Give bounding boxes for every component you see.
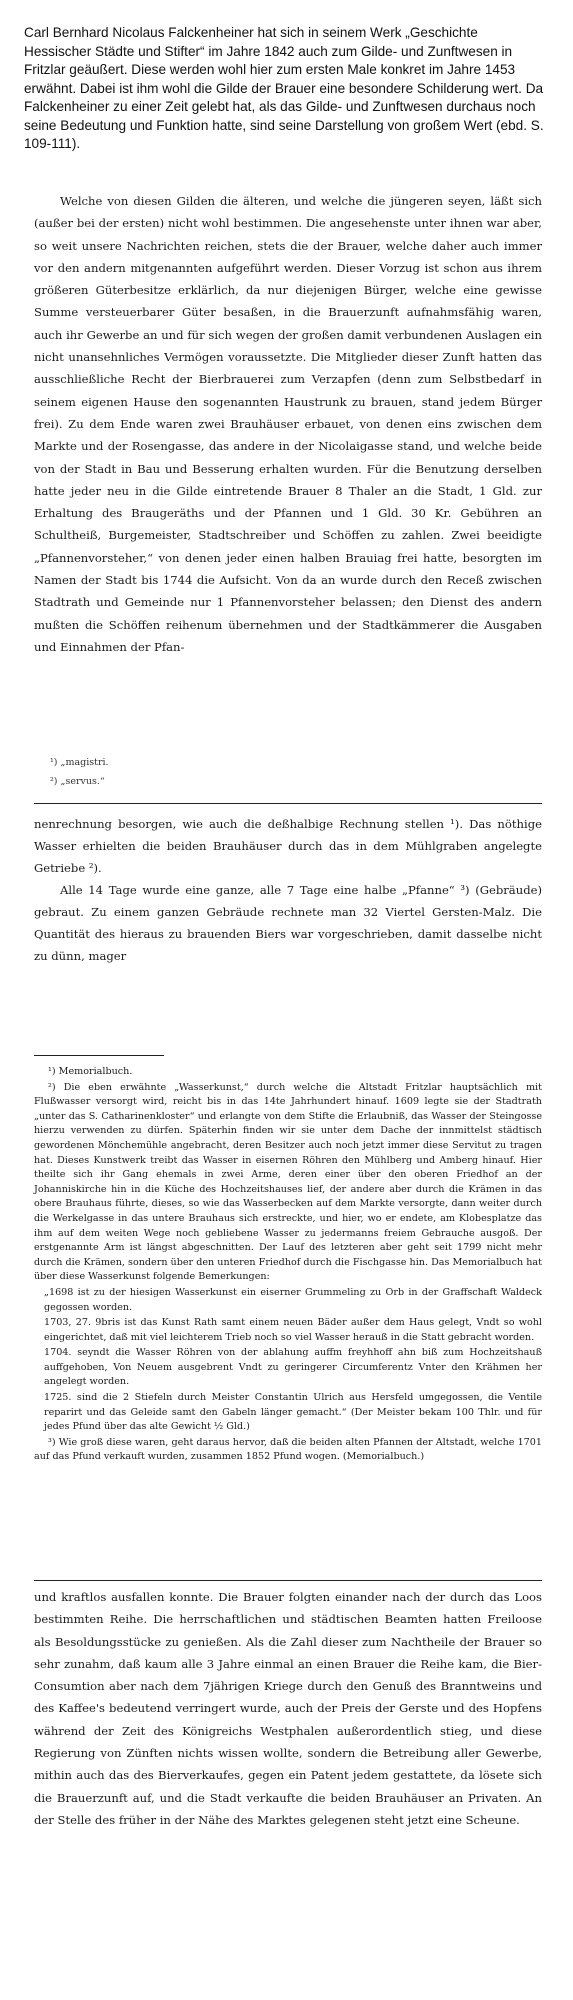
footnote-separator — [34, 1055, 164, 1056]
scan-separator-bottom — [34, 1580, 542, 1581]
scan-paragraph-brewing: Alle 14 Tage wurde eine ganze, alle 7 Tage eine halbe „Pfanne“ ³) (Gebräude) gebraut. Zu einem ganzen Gebräude rechnete man 32 Viertel Gersten-Malz. Die Quantität des hieraus zu brauenden Biers war vorgeschrieben, damit dasselbe nicht zu dünn, mager — [34, 883, 542, 963]
scan-excerpt-2 — [34, 813, 542, 967]
scan-footnote-magistri: ¹) „magistri. — [50, 757, 109, 768]
footnote-3: ³) Wie groß diese waren, geht daraus hervor, daß die beiden alten Pfannen der Altstadt, welche 1701 auf das Pfund verkauft wurden, zusammen 1852 Pfund wogen. (Memorialbuch.) — [34, 1436, 542, 1463]
intro-text — [24, 24, 544, 154]
footnote-1: ¹) Memorialbuch. — [48, 1066, 133, 1077]
scan-excerpt-3 — [34, 1586, 542, 1831]
scan-footnote-servus: ²) „servus.“ — [50, 776, 105, 787]
footnote-2: ²) Die eben erwähnte „Wasserkunst,“ durch welche die Altstadt Fritzlar hauptsächlich mit Flußwasser versorgt wird, reicht bis in das 14te Jahrhundert hinauf. 1609 legte sie der Stadtrath „unter das S. Catharinenkloster“ und erlangte von dem Stifte die Erlaubniß, das Wasser der Steingosse hierzu verwenden zu dürfen. Späterhin finden wir sie unter dem Dache der innmittelst städtisch gewordenen Mönchemühle angebracht, deren Besitzer auch noch jetzt immer diese Servitut zu tragen hat. Dieses Kunstwerk treibt das Wasser in eisernen Röhren den Mühlberg und Amberg hinauf. Hier theilte sich ihr Gang ehemals in zwei Arme, deren einer über den oberen Friedhof an der Johanniskirche hin in die Küche des Hochzeitshauses lief, der andere aber durch die Krämen in das obere Brauhaus führte, dieses, so wie das Wasserbecken auf dem Markte versorgte, dann weiter durch die Werkelgasse in das untere Brauhaus sich erstreckte, und hier, wo er endete, am Klobesplatze das ihm auf dem weiten Wege noch gebliebene Wasser zu jedermanns freiem Gebrauche ausgoß. Der erstgenannte Arm ist längst abgeschnitten. Der Lauf des letzteren aber geht seit 1799 nicht mehr durch die Krämen, sondern über den unteren Friedhof durch die Fischgasse hin. Das Memorialbuch hat über diese Wasserkunst folgende Bemerkungen: — [34, 1081, 542, 1283]
footnote-quote-1703: 1703, 27. 9bris ist das Kunst Rath samt einem neuen Bäder außer dem Haus gelegt, Vndt so wohl eingerichtet, daß mit viel leichterem Trieb noch so viel Wasser herauß in die Statt gebracht worden. — [44, 1317, 542, 1343]
scan-paragraph-decline: und kraftlos ausfallen konnte. Die Brauer folgten einander nach der durch das Loos bestimmten Reihe. Die herrschaftlichen und städtischen Beamten hatten Freiloose als Besoldungsstücke zu genießen. Als die Zahl dieser zum Nachtheile der Brauer so sehr zunahm, daß kaum alle 3 Jahre einmal an einen Brauer die Reihe kam, die Bier-Consumtion aber nach dem 7jährigen Kriege durch den Genuß des Branntweins und des Kaffee's bedeutend verringert wurde, auch der Preis der Gerste und des Hopfens während der Zeit des Königreichs Westphalen außerordentlich stieg, und diese Regierung von Zünften nichts wissen wollte, sondern die Betreibung aller Gewerbe, mithin auch das des Bierverkaufes, gegen ein Patent jedem gestattete, da lösete sich die Brauerzunft auf, und die Stadt verkaufte die beiden Brauhäuser an Privaten. An der Stelle des früher in der Nähe des Marktes gelegenen steht jetzt eine Scheune. — [34, 1590, 542, 1827]
scan-excerpt-1 — [34, 190, 542, 658]
footnote-quote-1698: „1698 ist zu der hiesigen Wasserkunst ein eiserner Grummeling zu Orb in der Graffschaft Waldeck gegossen worden. — [44, 1286, 542, 1313]
scan-footnotes — [34, 1065, 542, 1466]
footnote-quote-1725: 1725. sind die 2 Stiefeln durch Meister Constantin Ulrich aus Hersfeld umgegossen, die Ventile reparirt und das Geleide samt den Gabeln länger gemacht.“ (Der Meister bekam 100 Thlr. und für jedes Pfund über das alte Gewicht ½ Gld.) — [44, 1392, 542, 1433]
scan-paragraph-water: nenrechnung besorgen, wie auch die deßhalbige Rechnung stellen ¹). Das nöthige Wasser erhielten die beiden Brauhäuser durch das in dem Mühlgraben angelegte Getriebe ²). — [34, 817, 542, 875]
scan-paragraph-guilds: Welche von diesen Gilden die älteren, und welche die jüngeren seyen, läßt sich (außer bei der ersten) nicht wohl bestimmen. Die angesehenste unter ihnen war aber, so weit unsere Nachrichten reichen, stets die der Brauer, welche daher auch immer vor den andern mitgenannten aufgeführt werden. Dieser Vorzug ist schon aus ihrem größeren Güterbesitze erklärlich, da nur diejenigen Bürger, welche eine gewisse Summe versteuerbarer Güter besaßen, in die Brauerzunft aufnahmsfähig waren, auch ihr Gewerbe an und für sich wegen der großen damit verbundenen Auslagen ein nicht unansehnliches Vermögen voraussetzte. Die Mitglieder dieser Zunft hatten das ausschließliche Recht der Bierbrauerei zum Verzapfen (denn zum Selbstbedarf in seinem eigenen Hause den sogenannten Haustrunk zu brauen, stand jedem Bürger frei). Zu dem Ende waren zwei Brauhäuser erbauet, von denen eins zwischen dem Markte und der Rosengasse, das andere in der Nicolaigasse stand, und welche beide von der Stadt in Bau und Besserung erhalten wurden. Für die Benutzung derselben hatte jeder neu in die Gilde eintretende Brauer 8 Thaler an die Stadt, 1 Gld. zur Erhaltung des Braugeräths und der Pfannen und 1 Gld. 30 Kr. Gebühren an Schultheiß, Burgemeister, Stadtschreiber und Schöffen zu zahlen. Zwei beeidigte „Pfannenvorsteher,“ von denen jeder einen halben Brauiag frei hatte, besorgten im Namen der Stadt bis 1744 die Aufsicht. Von da an wurde durch den Receß zwischen Stadtrath und Gemeinde nur 1 Pfannenvorsteher belassen; den Dienst des andern mußten die Schöffen reihenum übernehmen und der Stadtkämmerer die Ausgaben und Einnahmen der Pfan- — [34, 194, 542, 654]
scan-separator-top — [34, 803, 542, 804]
footnote-quote-1704: 1704. seyndt die Wasser Röhren von der ablahung auffm freyhhoff ahn biß zum Hochzeitshauß auffgehoben, Von Neuem ausgebrent Vndt zu geringerer Circumferentz Vnter den Krähmen her angelegt worden. — [44, 1347, 542, 1388]
intro-paragraph: Carl Bernhard Nicolaus Falckenheiner hat sich in seinem Werk „Geschichte Hessischer Städte und Stifter“ im Jahre 1842 auch zum Gilde- und Zunftwesen in Fritzlar geäußert. Diese werden wohl hier zum ersten Male konkret im Jahre 1453 erwähnt. Dabei ist ihm wohl die Gilde der Brauer eine besondere Schilderung wert. Da Falckenheiner zu einer Zeit gelebt hat, als das Gilde- und Zunftwesen durchaus noch seine Bedeutung und Funktion hatte, sind seine Darstellung von großem Wert (ebd. S. 109-111). — [24, 25, 544, 151]
